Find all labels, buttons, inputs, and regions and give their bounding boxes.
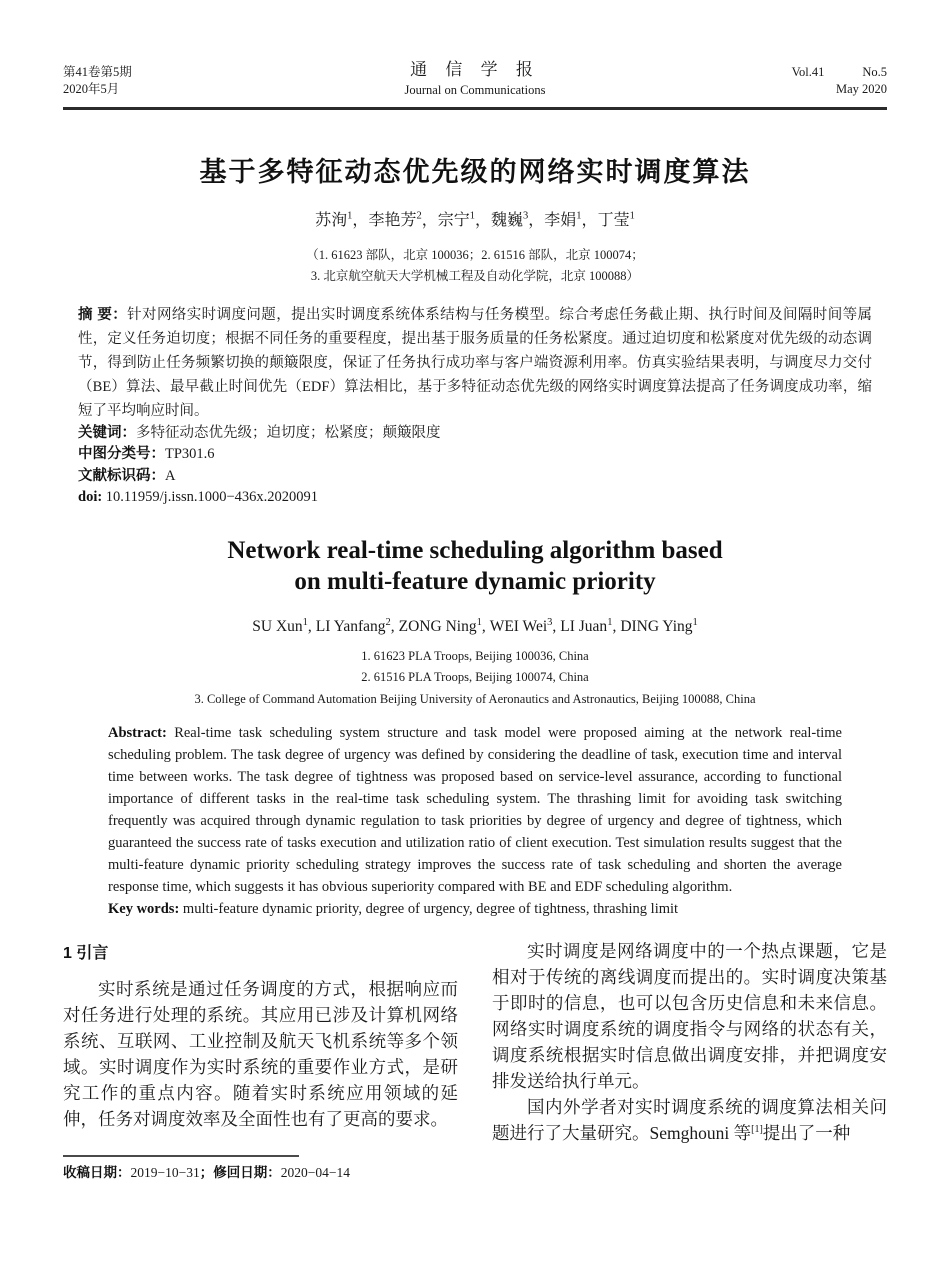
author-separator: ， (352, 211, 369, 229)
author-en: DING Ying$^1$ (620, 616, 698, 635)
abstract-en (108, 722, 842, 898)
date-cn: 2020年5月 (63, 82, 120, 96)
abstract-block-en (108, 722, 842, 920)
clc-number: 中图分类号：TP301.6 (78, 446, 215, 462)
affiliation-line: 3. 北京航空航天大学机械工程及自动化学院，北京 100088） (310, 268, 640, 283)
manuscript-dates (63, 1163, 887, 1183)
author-list-cn (63, 210, 887, 232)
received-date: 2019−10−31 (130, 1165, 200, 1180)
author-cn: 魏巍$^3$ (491, 210, 529, 229)
abstract-text-en: Real-time task scheduling system structure and task model were proposed aiming at the network real-time scheduling problem. The task degree of urgency was defined by considering the deadline of task, execution time and interval time between works. The task degree of tightness was proposed based on service-level assurance, according to functional importance of different tasks in the real-time task scheduling system. The thrashing limit for avoiding task switching frequently was acquired through dynamic regulation to task priorities by degree of urgency and degree of tightness, which guaranteed the success rate of tasks execution and utilization ratio of client execution. Test simulation results suggest that the multi-feature dynamic priority scheduling strategy improves the success rate of task scheduling and shorten the average response time, which suggests it has obvious superiority compared with BE and EDF scheduling algorithm. (108, 725, 842, 895)
affiliation-line: （1. 61623 部队，北京 100036；2. 61516 部队，北京 100074； (306, 247, 644, 262)
journal-title-cn: 通 信 学 报 (410, 60, 540, 79)
article-title-en: Network real-time scheduling algorithm based on multi-feature dynamic priority (227, 536, 723, 595)
issue-en: No.5 (862, 65, 887, 79)
date-en: May 2020 (835, 82, 887, 96)
author-separator: , (481, 617, 486, 635)
keywords-en (108, 898, 842, 920)
clc-label: 中图分类号： (78, 446, 165, 462)
author-separator: , (612, 617, 617, 635)
abstract-label-cn: 摘 要： (78, 306, 128, 323)
abstract-cn (78, 303, 872, 423)
affiliations-cn (63, 245, 887, 287)
body-paragraph: 实时调度是网络调度中的一个热点课题，它是相对于传统的离线调度而提出的。实时调度决策基于即时的信息，也可以包含历史信息和未来信息。网络实时调度系统的调度指令与网络的状态有关，调度系统根据实时信息做出调度安排，并把调度安排发送给执行单元。 (492, 941, 887, 1091)
author-en: SU Xun$^1$ (252, 616, 308, 635)
author-separator: ， (528, 211, 545, 229)
body-column-right (492, 938, 887, 1146)
running-head-volume-cn (63, 64, 243, 98)
author-en: LI Yanfang$^2$ (315, 616, 391, 635)
abstract-block-cn (78, 303, 872, 509)
volume-issue-cn: 第41卷第5期 (63, 65, 132, 79)
doi-value: 10.11959/j.issn.1000−436x.2020091 (105, 489, 319, 505)
received-label: 收稿日期： (63, 1165, 131, 1180)
author-separator: ， (581, 211, 598, 229)
doi-line (78, 487, 872, 509)
keywords-text-cn: 多特征动态优先级；迫切度；松紧度；颠簸限度 (136, 424, 441, 441)
footnote-rule (63, 1155, 299, 1157)
keywords-label-en: Key words: (108, 901, 180, 917)
author-separator: ， (474, 211, 491, 229)
citation-marker: [1] (751, 1124, 763, 1136)
author-en: WEI Wei$^3$ (489, 616, 553, 635)
abstract-text-cn: 针对网络实时调度问题，提出实时调度系统体系结构与任务模型。综合考虑任务截止期、执行时间及间隔时间等属性，定义任务迫切度；根据不同任务的重要程度，提出基于服务质量的任务松紧度。通过迫切度和松紧度对优先级的动态调节，得到防止任务频繁切换的颠簸限度，保证了任务执行成功率与客户端资源利用率。仿真实验结果表明，与调度尽力交付（BE）算法、最早截止时间优先（EDF）算法相比，基于多特征动态优先级的网络实时调度算法提高了任务调度成功率，缩短了平均响应时间。 (78, 306, 873, 419)
volume-en: Vol.41 (791, 65, 825, 79)
author-cn: 苏洵$^1$ (315, 210, 353, 229)
keywords-cn (78, 423, 872, 445)
author-cn: 丁莹$^1$ (597, 210, 635, 229)
doi-label: doi: (78, 489, 103, 505)
author-separator: , (307, 617, 312, 635)
affiliation-line: 2. 61516 PLA Troops, Beijing 100074, China (361, 670, 589, 684)
keywords-text-en: multi-feature dynamic priority, degree of urgency, degree of tightness, thrashing limit (182, 901, 679, 917)
section-heading-introduction: 1 引言 (63, 945, 109, 962)
body-column-left (63, 938, 458, 1146)
article-title-cn: 基于多特征动态优先级的网络实时调度算法 (199, 156, 751, 187)
keywords-label-cn: 关键词： (78, 424, 136, 441)
revised-date: 2020−04−14 (280, 1165, 350, 1180)
author-separator: , (390, 617, 395, 635)
author-cn: 李娟$^1$ (544, 210, 582, 229)
abstract-label-en: Abstract: (108, 725, 167, 741)
affiliation-line: 1. 61623 PLA Troops, Beijing 100036, China (361, 648, 589, 663)
document-code: 文献标识码：A (78, 467, 176, 484)
header-rule (63, 107, 887, 110)
volume-issue-en (707, 64, 887, 81)
journal-title-block (243, 55, 707, 98)
author-en: ZONG Ning$^1$ (398, 616, 482, 635)
author-cn: 李艳芳$^2$ (368, 210, 422, 229)
body-paragraph: 国内外学者对实时调度系统的调度算法相关问题进行了大量研究。Semghouni 等[1]提出了一种 (492, 1097, 887, 1143)
footnote (63, 1155, 887, 1183)
affiliations-en (63, 646, 887, 711)
revised-label: 修回日期： (213, 1165, 281, 1180)
running-head-volume-en (707, 64, 887, 98)
author-separator: , (552, 617, 557, 635)
author-en: LI Juan$^1$ (560, 616, 613, 635)
author-separator: ， (421, 211, 438, 229)
dates-separator: ； (199, 1165, 214, 1180)
document-code-label: 文献标识码： (78, 467, 165, 484)
journal-title-en: Journal on Communications (404, 83, 546, 97)
author-cn: 宗宁$^1$ (437, 210, 475, 229)
affiliation-line: 3. College of Command Automation Beijing University of Aeronautics and Astronautics, Beijing 100088, China (194, 691, 756, 706)
running-head (63, 55, 887, 98)
body-columns (63, 938, 887, 1146)
body-paragraph: 实时系统是通过任务调度的方式，根据响应而对任务进行处理的系统。其应用已涉及计算机网络系统、互联网、工业控制及航天飞机系统等多个领域。实时调度作为实时系统的重要作业方式，是研究工作的重点内容。随着实时系统应用领域的延伸，任务对调度效率及全面性也有了更高的要求。 (63, 979, 458, 1129)
author-list-en (63, 616, 887, 638)
